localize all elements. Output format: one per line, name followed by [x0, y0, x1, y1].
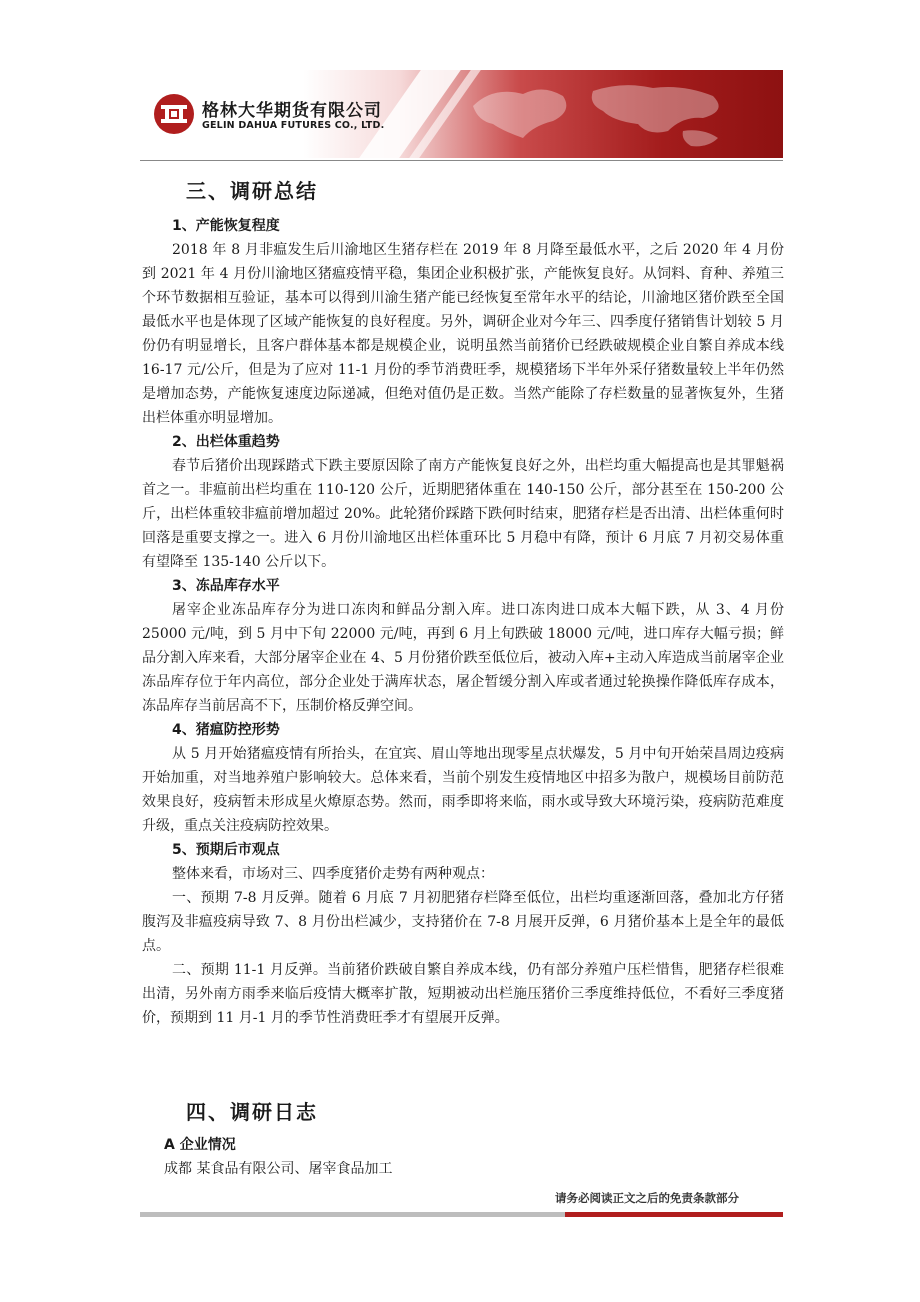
item-5-heading: 5、预期后市观点	[172, 842, 280, 858]
company-name-cn: 格林大华期货有限公司	[202, 101, 382, 121]
section-4-line: 成都 某食品有限公司、屠宰食品加工	[164, 1161, 393, 1177]
item-5	[142, 838, 784, 1030]
item-3	[142, 574, 784, 718]
item-2-heading: 2、出栏体重趋势	[172, 434, 280, 450]
item-3-paragraph: 屠宰企业冻品库存分为进口冻肉和鲜品分割入库。进口冻肉进口成本大幅下跌，从 3、4 月份 25000 元/吨，到 5 月中下旬 22000 元/吨，再到 6 月上旬跌破 18000 元/吨，进口库存大幅亏损；鲜品分割入库来看，大部分屠宰企业在 4、5 月份猪价跌至低位后，被动入库+主动入库造成当前屠宰企业冻品库存位于年内高位，部分企业处于满库状态，屠企暂缓分割入库或者通过轮换操作降低库存成本，冻品库存当前居高不下，压制价格反弹空间。	[142, 602, 784, 714]
item-4-paragraph: 从 5 月开始猪瘟疫情有所抬头，在宜宾、眉山等地出现零星点状爆发，5 月中旬开始荣昌周边疫病开始加重，对当地养殖户影响较大。总体来看，当前个别发生疫情地区中招多为散户，规模场目前防范效果良好，疫病暂未形成星火燎原态势。然而，雨季即将来临，雨水或导致大环境污染，疫病防范难度升级，重点关注疫病防控效果。	[142, 746, 784, 834]
header-banner	[140, 70, 783, 158]
item-1-heading: 1、产能恢复程度	[172, 218, 280, 234]
item-1	[142, 214, 784, 430]
section-4-title: 四、调研日志	[186, 1100, 318, 1124]
item-1-paragraph: 2018 年 8 月非瘟发生后川渝地区生猪存栏在 2019 年 8 月降至最低水平，之后 2020 年 4 月份到 2021 年 4 月份川渝地区猪瘟疫情平稳，集团企业积极扩张，产能恢复良好。从饲料、育种、养殖三个环节数据相互验证，基本可以得到川渝生猪产能已经恢复至常年水平的结论，川渝地区猪价跌至全国最低水平也是体现了区域产能恢复的良好程度。另外，调研企业对今年三、四季度仔猪销售计划较 5 月份仍有明显增长，且客户群体基本都是规模企业，说明虽然当前猪价已经跌破规模企业自繁自养成本线 16-17 元/公斤，但是为了应对 11-1 月份的季节消费旺季，规模猪场下半年外采仔猪数量较上半年仍然是增加态势，产能恢复速度边际递减，但绝对值仍是正数。当然产能除了存栏数量的显著恢复外，生猪出栏体重亦明显增加。	[142, 242, 784, 426]
item-2-paragraph: 春节后猪价出现踩踏式下跌主要原因除了南方产能恢复良好之外，出栏均重大幅提高也是其罪魁祸首之一。非瘟前出栏均重在 110-120 公斤，近期肥猪体重在 140-150 公斤，部分甚至在 150-200 公斤，出栏体重较非瘟前增加超过 20%。此轮猪价踩踏下跌何时结束，肥猪存栏是否出清、出栏体重何时回落是重要支撑之一。进入 6 月份川渝地区出栏体重环比 5 月稳中有降，预计 6 月底 7 月初交易体重有望降至 135-140 公斤以下。	[142, 458, 784, 570]
item-3-heading: 3、冻品库存水平	[172, 578, 280, 594]
item-5-paragraph-intro: 整体来看，市场对三、四季度猪价走势有两种观点：	[172, 866, 494, 882]
item-5-paragraph-view-1: 一、预期 7-8 月反弹。随着 6 月底 7 月初肥猪存栏降至低位，出栏均重逐渐回落，叠加北方仔猪腹泻及非瘟疫病导致 7、8 月份出栏减少，支持猪价在 7-8 月展开反弹，6 月猪价基本上是全年的最低点。	[142, 890, 784, 954]
item-2	[142, 430, 784, 574]
company-name-en: GELIN DAHUA FUTURES CO., LTD.	[202, 120, 385, 131]
item-4-heading: 4、猪瘟防控形势	[172, 722, 280, 738]
section-3-title: 三、调研总结	[186, 179, 318, 203]
header-divider	[140, 160, 783, 161]
item-4	[142, 718, 784, 838]
item-5-paragraph-view-2: 二、预期 11-1 月反弹。当前猪价跌破自繁自养成本线，仍有部分养殖户压栏惜售，肥猪存栏很难出清，另外南方雨季来临后疫情大概率扩散，短期被动出栏施压猪价三季度维持低位，不看好三季度猪价，预期到 11 月-1 月的季节性消费旺季才有望展开反弹。	[142, 962, 784, 1026]
footer-bar-red	[565, 1212, 783, 1217]
section-4	[142, 1096, 784, 1181]
section-4-subheading: A 企业情况	[164, 1137, 236, 1153]
world-map-watermark-icon	[453, 76, 753, 154]
footer-bar-grey	[140, 1212, 565, 1217]
disclaimer-note: 请务必阅读正文之后的免责条款部分	[555, 1191, 739, 1205]
section-3	[142, 170, 784, 1030]
gelin-dahua-logo-icon	[152, 92, 196, 136]
